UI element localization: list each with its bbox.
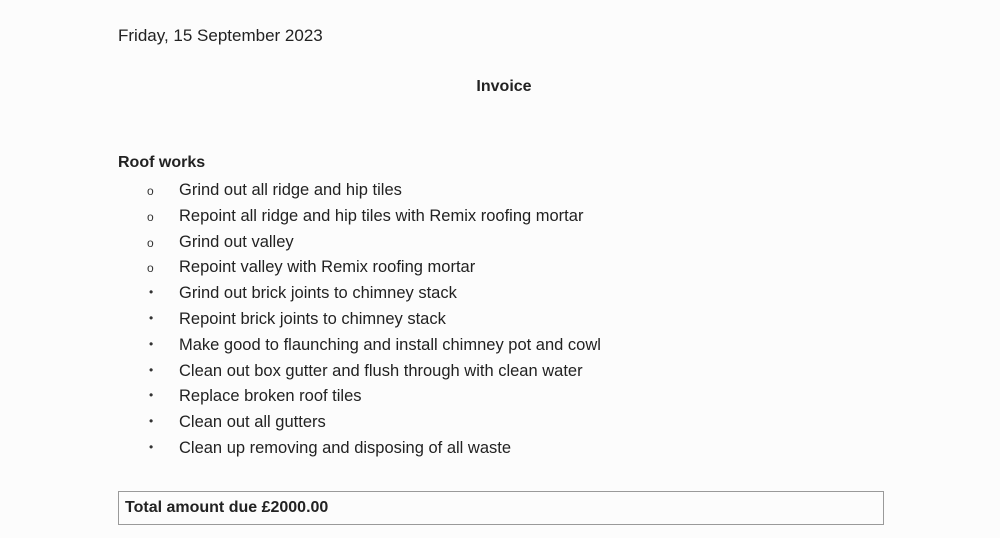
disc-bullet-icon: • bbox=[149, 414, 154, 429]
circle-bullet-icon: o bbox=[147, 235, 154, 250]
list-item-text: Make good to flaunching and install chimney pot and cowl bbox=[179, 335, 601, 354]
list-item-text: Grind out brick joints to chimney stack bbox=[179, 284, 457, 303]
circle-bullet-icon: o bbox=[147, 184, 154, 198]
list-item bbox=[140, 204, 601, 230]
invoice-date: Friday, 15 September 2023 bbox=[118, 26, 323, 45]
list-item bbox=[140, 410, 601, 436]
disc-bullet-icon: • bbox=[149, 336, 154, 351]
list-item bbox=[140, 255, 601, 281]
list-item-text: Clean up removing and disposing of all waste bbox=[179, 438, 512, 457]
disc-bullet-icon: • bbox=[149, 439, 154, 454]
disc-bullet-icon: • bbox=[149, 388, 154, 403]
list-item-text: Repoint brick joints to chimney stack bbox=[179, 309, 446, 328]
list-item bbox=[140, 230, 601, 256]
list-item bbox=[140, 307, 601, 333]
list-item-text: Replace broken roof tiles bbox=[179, 387, 362, 406]
list-item bbox=[140, 436, 601, 462]
list-item bbox=[140, 384, 601, 410]
list-item-text: Grind out valley bbox=[179, 232, 294, 251]
list-item-text: Clean out all gutters bbox=[179, 413, 326, 432]
list-item-text: Repoint valley with Remix roofing mortar bbox=[179, 258, 476, 277]
list-item bbox=[140, 281, 601, 307]
section-heading: Roof works bbox=[118, 154, 206, 171]
total-amount: Total amount due £2000.00 bbox=[125, 499, 329, 516]
circle-bullet-icon: o bbox=[147, 209, 154, 224]
invoice-title: Invoice bbox=[476, 78, 532, 95]
list-item bbox=[140, 359, 601, 385]
disc-bullet-icon: • bbox=[149, 310, 154, 325]
list-item-text: Clean out box gutter and flush through with clean water bbox=[179, 361, 583, 380]
list-item-text: Grind out all ridge and hip tiles bbox=[179, 181, 402, 199]
list-item bbox=[140, 333, 601, 359]
disc-bullet-icon: • bbox=[149, 285, 154, 300]
circle-bullet-icon: o bbox=[147, 261, 154, 276]
list-item-text: Repoint all ridge and hip tiles with Remix roofing mortar bbox=[179, 206, 584, 225]
total-box bbox=[118, 491, 884, 525]
disc-bullet-icon: • bbox=[149, 362, 154, 377]
list-item bbox=[140, 178, 601, 204]
work-items-list bbox=[140, 178, 601, 462]
